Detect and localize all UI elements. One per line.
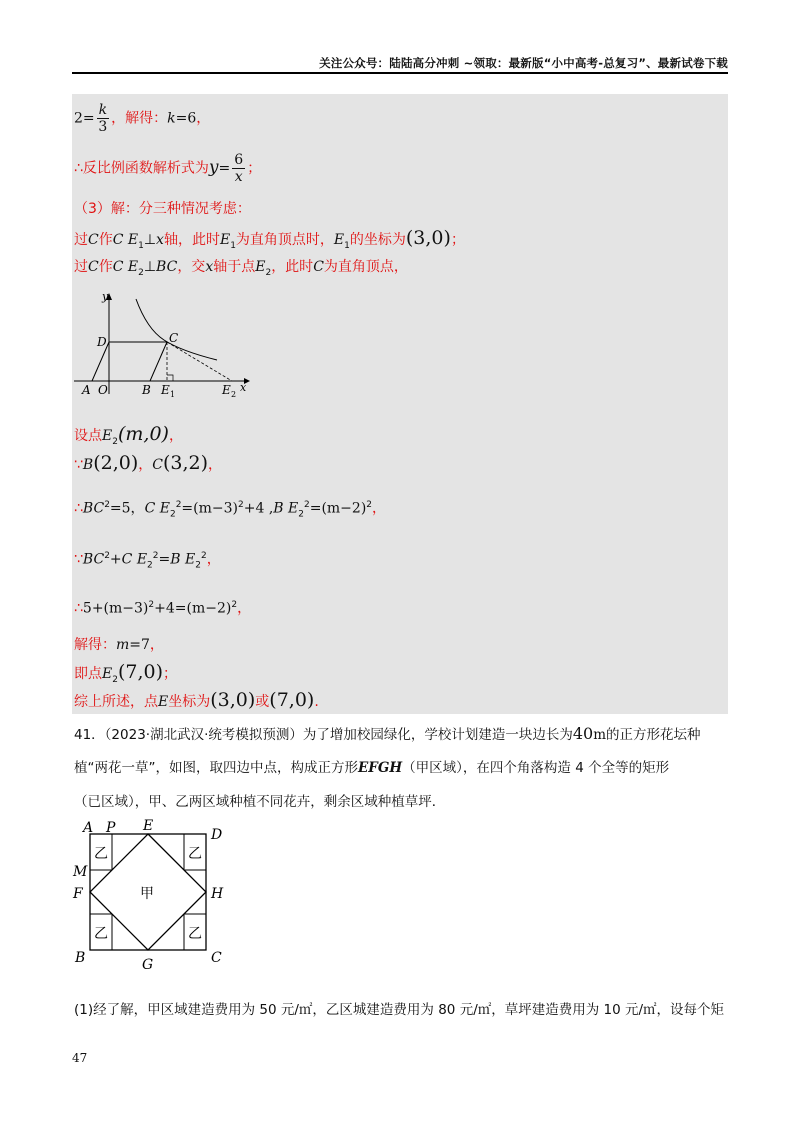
label-E2-sub: 2: [231, 390, 237, 399]
label-D: D: [211, 827, 223, 843]
solution-line-3: （3）解：分三种情况考虑：: [74, 201, 251, 217]
label-P: P: [106, 820, 116, 836]
solution-line-1: 2= $\frac{k}{3}$ ，解得：k=6，: [74, 102, 211, 135]
label-A: A: [83, 820, 94, 836]
solution-line-2: ∴反比例函数解析式为y= $\frac{6}{x}$ ；: [74, 152, 262, 185]
label-G: G: [142, 957, 154, 973]
problem-41-line-3: （已区域），甲、乙两区域种植不同花卉，剩余区域种植草坪．: [74, 794, 446, 810]
label-E2: E: [222, 383, 231, 397]
label-D: D: [97, 335, 107, 349]
garden-figure: [70, 812, 240, 976]
label-x: x: [240, 381, 247, 394]
label-C: C: [169, 331, 179, 345]
label-E1: E: [161, 383, 170, 397]
label-E: E: [143, 818, 154, 834]
solution-line-8: $\therefore BC^2=5$，C $E_2^2=(m-3)^2+4$ ,B $E_2^2=(m-2)^2$，: [74, 500, 387, 520]
label-B: B: [142, 383, 151, 397]
right-angle-mark: [167, 375, 173, 381]
solution-line-9: $\because BC^2+C$ $E_2^2=B$ $E_2^2$，: [74, 551, 221, 571]
solution-line-5: 过C作C $E_2\perp BC$，交x轴于点$E_2$，此时C为直角顶点，: [74, 259, 408, 278]
solution-line-4: 过C作C $E_1\perp x$轴，此时$E_1$为直角顶点时，$E_1$的坐标为(3,0)；: [74, 227, 465, 251]
segment-CE2: [167, 342, 232, 381]
coordinate-figure: [72, 284, 262, 402]
solution-line-10: $\therefore 5+(m-3)^2+4=(m-2)^2$，: [74, 600, 252, 617]
page-number: 47: [72, 1051, 88, 1065]
page-header: 关注公众号：陆陆高分冲刺 ~领取：最新版“小中高考-总复习”、最新试卷下载: [319, 56, 728, 70]
solution-background: [72, 94, 728, 714]
label-M: M: [73, 864, 88, 880]
label-yi-top-right: 乙: [188, 846, 202, 862]
solution-line-7: ∵B(2,0)，C(3,2)，: [74, 452, 223, 474]
solution-line-11: 解得：m=7，: [74, 637, 164, 653]
label-yi-top-left: 乙: [94, 846, 108, 862]
label-E1-sub: 1: [170, 390, 176, 399]
label-C: C: [211, 950, 222, 966]
label-A: A: [82, 383, 91, 397]
solution-line-12: 即点$E_2(7,0)$；: [74, 661, 178, 685]
segment-BC: [150, 342, 167, 381]
label-B: B: [75, 950, 86, 966]
label-jia: 甲: [140, 886, 154, 902]
label-yi-bottom-right: 乙: [188, 926, 202, 942]
header-rule: [72, 72, 728, 74]
label-y: y: [102, 290, 109, 303]
problem-41-line-1: 41．（2023·湖北武汉·统考模拟预测）为了增加校园绿化，学校计划建造一块边长为40m的正方形花坛种: [74, 724, 701, 743]
hyperbola-curve: [136, 299, 217, 360]
label-F: F: [73, 886, 83, 902]
solution-line-6: 设点$E_2(m,0)$，: [74, 423, 183, 447]
problem-41-question-1: (1)经了解，甲区域建造费用为 50 元/㎡，乙区城建造费用为 80 元/㎡，草坪建造费用为 10 元/㎡，设每个矩: [74, 1002, 725, 1018]
problem-41-line-2: 植“两花一草”，如图，取四边中点，构成正方形EFGH（甲区域），在四个角落构造 4 个全等的矩形: [74, 760, 670, 776]
solution-line-13: 综上所述，点E坐标为(3,0)或(7,0).: [74, 689, 319, 711]
label-yi-bottom-left: 乙: [94, 926, 108, 942]
label-H: H: [211, 886, 224, 902]
label-O: O: [98, 383, 108, 397]
